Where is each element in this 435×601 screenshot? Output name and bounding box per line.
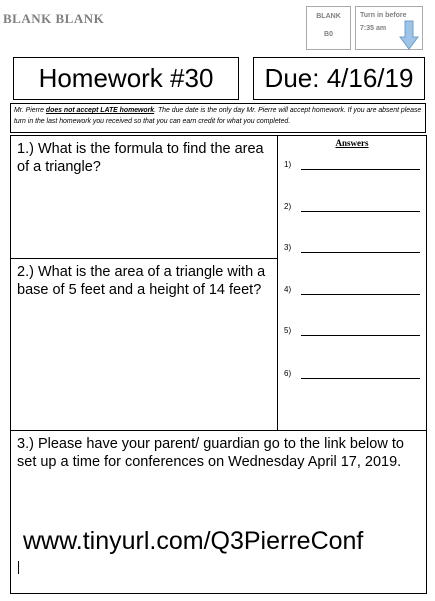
answer-number: 4) xyxy=(284,285,292,294)
page-title: Homework #30 xyxy=(13,57,239,100)
question-1-box[interactable] xyxy=(10,135,278,259)
text-cursor xyxy=(18,561,19,574)
question-3-text: 3.) Please have your parent/ guardian go to the link below to set up a time for conferences on Wednesday April 17, 2019. xyxy=(17,436,404,470)
answer-row-5[interactable] xyxy=(284,326,424,340)
turn-in-label: Turn in before xyxy=(360,12,407,19)
due-date: Due: 4/16/19 xyxy=(253,57,425,100)
period-value: B0 xyxy=(324,31,333,38)
student-name: BLANK BLANK xyxy=(3,11,105,26)
answers-panel xyxy=(277,135,427,431)
answer-line xyxy=(301,378,420,379)
question-2-box[interactable] xyxy=(10,258,278,431)
answer-number: 2) xyxy=(284,202,292,211)
policy-prefix: Mr. Pierre xyxy=(14,107,46,114)
answer-line xyxy=(301,294,420,295)
answer-number: 6) xyxy=(284,369,292,378)
answer-number: 3) xyxy=(284,243,292,252)
down-arrow-icon xyxy=(399,20,419,50)
answer-row-1[interactable] xyxy=(284,160,424,174)
answer-number: 1) xyxy=(284,160,292,169)
period-label: BLANK xyxy=(316,13,341,20)
answer-line xyxy=(301,211,420,212)
answer-row-4[interactable] xyxy=(284,285,424,299)
question-1-text: 1.) What is the formula to find the area of a triangle? xyxy=(17,141,264,175)
question-2-text: 2.) What is the area of a triangle with a base of 5 feet and a height of 14 feet? xyxy=(17,264,266,298)
question-3-box[interactable] xyxy=(10,430,427,594)
answer-line xyxy=(301,169,420,170)
period-box xyxy=(306,6,351,50)
homework-policy xyxy=(10,103,426,133)
answers-title: Answers xyxy=(335,138,369,148)
answer-line xyxy=(301,335,420,336)
turn-in-box xyxy=(355,6,423,50)
policy-rest: . The due date is the only day Mr. Pierre will accept homework. If you are absent please turn in the last homework you received so that you can earn credit for what you completed. xyxy=(14,107,422,125)
policy-emphasis: does not accept LATE homework xyxy=(45,107,155,114)
answer-row-3[interactable] xyxy=(284,243,424,257)
answer-number: 5) xyxy=(284,326,292,335)
conference-link[interactable]: www.tinyurl.com/Q3PierreConf xyxy=(23,527,364,555)
answer-line xyxy=(301,252,420,253)
answer-row-2[interactable] xyxy=(284,202,424,216)
answer-row-6[interactable] xyxy=(284,369,424,383)
turn-in-time: 7:35 am xyxy=(360,25,387,32)
